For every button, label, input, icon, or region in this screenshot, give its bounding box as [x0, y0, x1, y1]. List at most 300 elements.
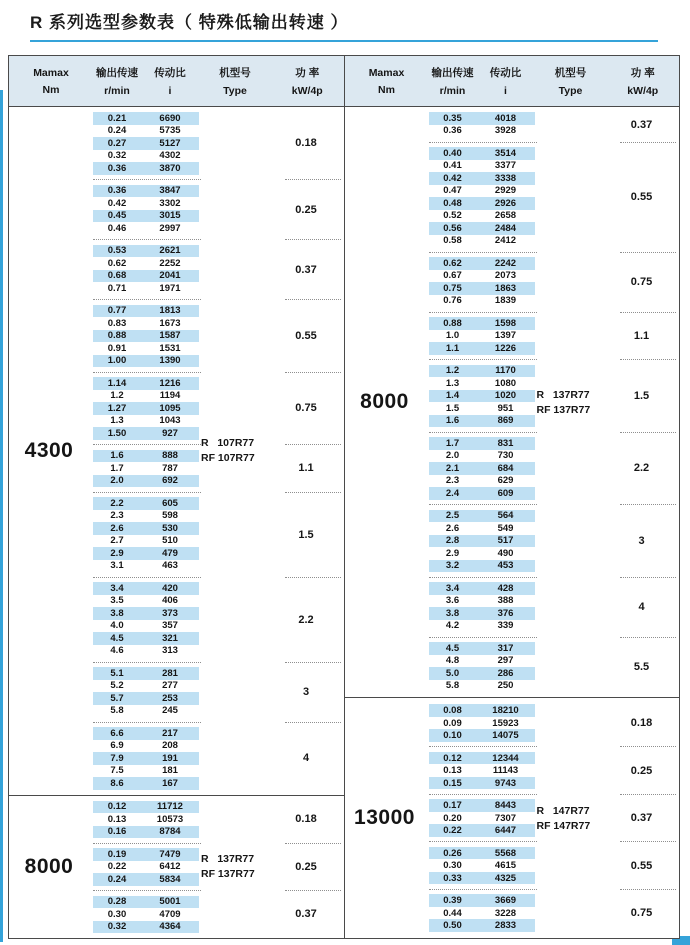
ratio-value: 4018 — [494, 112, 517, 124]
speed-value: 0.47 — [443, 185, 462, 197]
speed-value: 0.88 — [107, 330, 127, 342]
mamax-value: 8000 — [360, 390, 409, 413]
ratio-value: 277 — [162, 680, 178, 692]
ratio-value: 15923 — [492, 717, 519, 729]
speed-value: 8.6 — [110, 777, 124, 789]
speed-value: 0.32 — [107, 150, 127, 162]
speed-value: 4.5 — [110, 632, 124, 644]
type-line: RF 137R77 — [201, 868, 255, 881]
ratio-value: 951 — [497, 402, 514, 414]
table-row — [93, 342, 199, 355]
speed-value: 0.71 — [107, 282, 127, 294]
table-row — [429, 799, 535, 812]
header-label: 输出传速 — [431, 67, 474, 79]
speed-value: 1.00 — [107, 355, 127, 367]
ratio-value: 3870 — [159, 162, 181, 174]
type-line: RF 147R77 — [536, 819, 591, 832]
speed-value: 5.8 — [445, 680, 460, 692]
header-unit: r/min — [439, 85, 466, 97]
speed-ratio-rows — [429, 437, 535, 500]
ratio-value: 730 — [497, 450, 514, 462]
ratio-value: 2833 — [494, 920, 517, 931]
ratio-value: 428 — [497, 582, 514, 594]
power-value: 2.2 — [633, 462, 650, 475]
separator-dotted — [429, 889, 537, 890]
speed-ratio-rows — [93, 801, 199, 839]
header-label: 机型号 — [219, 67, 251, 79]
ratio-value: 317 — [497, 642, 514, 654]
header-unit: kW/4p — [291, 85, 323, 97]
table-row — [93, 873, 199, 886]
speed-value: 0.42 — [443, 172, 462, 184]
speed-value: 7.5 — [110, 765, 124, 777]
speed-value: 2.0 — [445, 450, 460, 462]
speed-value: 2.2 — [110, 497, 124, 509]
speed-value: 1.7 — [445, 437, 460, 449]
separator-dotted — [285, 577, 341, 578]
ratio-value: 1531 — [159, 342, 181, 354]
speed-value: 4.8 — [445, 655, 460, 667]
ratio-value: 14075 — [492, 730, 519, 741]
speed-value: 0.35 — [443, 112, 462, 124]
ratio-value: 2242 — [494, 257, 517, 269]
table-row — [429, 620, 535, 633]
table-row — [429, 582, 535, 595]
table-body — [9, 107, 679, 938]
table-row — [93, 547, 199, 560]
ratio-value: 3228 — [494, 907, 517, 919]
speed-ratio-rows — [93, 848, 199, 886]
ratio-value: 479 — [162, 547, 178, 559]
table-row — [93, 462, 199, 475]
ratio-value: 490 — [497, 547, 514, 559]
header-cell-ratio — [477, 56, 535, 106]
ratio-value: 831 — [497, 437, 514, 449]
speed-value: 0.75 — [443, 282, 462, 294]
speed-ratio-rows — [429, 510, 535, 573]
speed-value: 0.26 — [443, 847, 462, 859]
separator-dotted — [285, 890, 341, 891]
header-label: 输出传速 — [96, 67, 138, 79]
ratio-value: 321 — [162, 632, 178, 644]
header-unit: kW/4p — [627, 85, 659, 97]
speed-value: 7.9 — [110, 752, 124, 764]
speed-value: 5.0 — [445, 667, 460, 679]
ratio-value: 1587 — [159, 330, 181, 342]
type-line: R 137R77 — [201, 853, 255, 866]
ratio-value: 5735 — [159, 125, 181, 137]
ratio-value: 373 — [162, 607, 178, 619]
header-cell-ratio — [141, 56, 199, 106]
speed-value: 2.9 — [445, 547, 460, 559]
ratio-value: 598 — [162, 510, 178, 522]
speed-value: 2.4 — [445, 487, 460, 499]
ratio-value: 3928 — [494, 125, 517, 137]
table-row — [93, 826, 199, 839]
speed-value: 3.8 — [110, 607, 124, 619]
separator-dotted — [429, 577, 537, 578]
table-row — [93, 137, 199, 150]
power-value: 0.25 — [295, 203, 317, 216]
table-row — [93, 270, 199, 283]
separator-dotted — [93, 239, 201, 240]
ratio-value: 5834 — [159, 873, 181, 885]
ratio-value: 1095 — [159, 402, 181, 414]
type-label — [201, 796, 275, 939]
ratio-value: 2041 — [159, 270, 181, 282]
table-section — [345, 697, 680, 938]
speed-value: 0.19 — [107, 848, 127, 860]
ratio-value: 11712 — [157, 801, 183, 813]
table-row — [429, 235, 535, 248]
separator-dotted — [429, 794, 537, 795]
header-unit: Type — [558, 85, 583, 97]
header-cell-mamax — [345, 56, 429, 106]
table-row — [429, 824, 535, 837]
ratio-value: 5568 — [494, 847, 517, 859]
power-value: 1.1 — [298, 462, 314, 475]
speed-value: 2.6 — [445, 522, 460, 534]
separator-dotted — [285, 299, 341, 300]
table-row — [429, 270, 535, 283]
separator-dotted — [620, 504, 676, 505]
table-row — [429, 560, 535, 573]
power-value: 0.18 — [295, 137, 317, 150]
ratio-value: 10573 — [156, 813, 184, 825]
table-row — [93, 330, 199, 343]
table-row — [429, 112, 535, 125]
table-row — [429, 847, 535, 860]
ratio-value: 5127 — [159, 137, 181, 149]
power-value: 4 — [638, 601, 645, 613]
speed-value: 0.62 — [107, 257, 127, 269]
speed-value: 0.52 — [443, 210, 462, 222]
table-row — [93, 921, 199, 934]
separator-dotted — [620, 312, 676, 313]
power-value: 0.75 — [295, 402, 317, 415]
separator-dotted — [620, 794, 676, 795]
ratio-value: 1216 — [159, 377, 181, 389]
separator-dotted — [93, 372, 201, 373]
table-row — [429, 919, 535, 932]
header-label: Mamax — [368, 66, 405, 79]
header-cell-power — [271, 56, 344, 106]
header-unit: Nm — [378, 83, 395, 96]
table-row — [93, 777, 199, 790]
speed-value: 0.36 — [443, 125, 462, 137]
power-value: 0.18 — [295, 813, 317, 826]
table-row — [429, 764, 535, 777]
speed-ratio-rows — [93, 245, 199, 295]
type-line: RF 107R77 — [201, 452, 255, 465]
table-row — [429, 160, 535, 173]
table-row — [429, 872, 535, 885]
speed-value: 0.27 — [107, 137, 127, 149]
table-row — [93, 210, 199, 223]
speed-value: 0.22 — [107, 861, 127, 873]
ratio-value: 420 — [162, 582, 178, 594]
speed-value: 2.3 — [110, 510, 124, 522]
speed-value: 4.5 — [445, 642, 460, 654]
ratio-value: 1390 — [159, 355, 181, 367]
ratio-value: 1194 — [159, 390, 181, 402]
table-left-half — [9, 107, 345, 938]
power-value: 0.37 — [295, 908, 317, 921]
speed-value: 2.7 — [110, 535, 124, 547]
ratio-value: 3669 — [494, 895, 517, 906]
type-line: RF 137R77 — [536, 403, 591, 416]
ratio-value: 463 — [162, 560, 178, 572]
speed-value: 0.40 — [443, 147, 462, 159]
speed-value: 3.2 — [445, 560, 460, 572]
table-row — [429, 282, 535, 295]
ratio-value: 517 — [497, 535, 514, 547]
ratio-value: 549 — [497, 522, 514, 534]
ratio-value: 629 — [497, 475, 514, 487]
speed-value: 1.4 — [445, 390, 460, 402]
ratio-value: 191 — [162, 752, 178, 764]
ratio-value: 888 — [162, 450, 178, 462]
separator-dotted — [285, 492, 341, 493]
table-row — [429, 402, 535, 415]
type-label — [537, 107, 611, 697]
table-row — [429, 680, 535, 693]
table-row — [93, 813, 199, 826]
ratio-value: 3377 — [494, 160, 517, 172]
table-row — [429, 390, 535, 403]
speed-value: 4.0 — [110, 620, 124, 632]
table-row — [93, 282, 199, 295]
speed-ratio-rows — [93, 450, 199, 488]
speed-ratio-rows — [429, 317, 535, 355]
ratio-value: 4325 — [494, 872, 517, 884]
header-label: 传动比 — [489, 67, 522, 79]
ratio-value: 1170 — [495, 365, 516, 377]
speed-ratio-rows — [93, 112, 199, 175]
ratio-value: 3338 — [494, 172, 517, 184]
table-row — [93, 355, 199, 368]
speed-value: 3.5 — [110, 595, 124, 607]
table-row — [93, 510, 199, 523]
ratio-value: 1863 — [494, 282, 517, 294]
speed-value: 0.53 — [107, 245, 127, 257]
speed-value: 0.36 — [107, 162, 127, 174]
table-row — [429, 462, 535, 475]
speed-value: 1.3 — [445, 377, 460, 389]
ratio-value: 2926 — [494, 197, 517, 209]
ratio-value: 2073 — [494, 270, 517, 282]
ratio-value: 1020 — [494, 390, 517, 402]
table-row — [429, 172, 535, 185]
ratio-value: 605 — [162, 497, 178, 509]
ratio-value: 217 — [162, 727, 178, 739]
ratio-value: 3847 — [159, 185, 181, 197]
table-row — [93, 427, 199, 440]
speed-value: 5.7 — [110, 692, 124, 704]
table-row — [93, 450, 199, 463]
speed-value: 2.1 — [445, 462, 460, 474]
separator-dotted — [620, 142, 676, 143]
table-row — [93, 848, 199, 861]
speed-value: 0.91 — [107, 342, 127, 354]
ratio-value: 281 — [162, 667, 178, 679]
separator-dotted — [620, 746, 676, 747]
header-label: 传动比 — [154, 67, 186, 79]
power-value: 0.18 — [630, 717, 653, 729]
ratio-value: 11143 — [492, 765, 519, 776]
separator-dotted — [93, 492, 201, 493]
separator-dotted — [93, 299, 201, 300]
table-row — [93, 727, 199, 740]
speed-value: 0.41 — [443, 160, 462, 172]
table-right-half — [345, 107, 680, 938]
separator-dotted — [93, 890, 201, 891]
speed-ratio-rows — [429, 752, 535, 790]
table-row — [429, 547, 535, 560]
table-row — [93, 112, 199, 125]
speed-value: 0.88 — [443, 317, 462, 329]
header-label: Mamax — [33, 66, 69, 79]
table-row — [429, 185, 535, 198]
speed-value: 0.36 — [107, 185, 127, 197]
speed-value: 1.50 — [107, 427, 127, 439]
header-unit: i — [168, 85, 172, 97]
power-value: 0.55 — [630, 191, 653, 203]
ratio-value: 1043 — [159, 415, 181, 427]
speed-ratio-rows — [93, 582, 199, 657]
ratio-value: 4364 — [159, 921, 181, 933]
speed-value: 0.30 — [107, 908, 127, 920]
speed-value: 3.6 — [445, 595, 460, 607]
separator-dotted — [620, 359, 676, 360]
ratio-value: 4302 — [159, 150, 181, 162]
speed-ratio-rows — [429, 704, 535, 742]
table-row — [429, 317, 535, 330]
speed-value: 0.76 — [443, 295, 462, 307]
table-row — [93, 162, 199, 175]
table-row — [93, 257, 199, 270]
speed-value: 1.27 — [107, 402, 127, 414]
ratio-value: 2252 — [159, 257, 181, 269]
table-row — [429, 222, 535, 235]
ratio-value: 208 — [162, 740, 178, 752]
speed-value: 0.50 — [443, 920, 462, 931]
speed-value: 0.13 — [107, 813, 127, 825]
table-row — [429, 125, 535, 138]
ratio-value: 339 — [497, 620, 514, 632]
table-row — [429, 667, 535, 680]
header-cell-speed — [93, 56, 141, 106]
speed-value: 0.08 — [443, 705, 462, 716]
table-row — [429, 812, 535, 825]
speed-value: 3.1 — [110, 560, 124, 572]
speed-ratio-rows — [429, 365, 535, 428]
separator-dotted — [429, 746, 537, 747]
separator-dotted — [620, 841, 676, 842]
power-value: 1.5 — [298, 528, 314, 541]
ratio-value: 376 — [497, 607, 514, 619]
header-unit: r/min — [104, 85, 130, 97]
separator-dotted — [93, 179, 201, 180]
speed-ratio-rows — [93, 305, 199, 368]
table-row — [429, 607, 535, 620]
speed-ratio-rows — [429, 112, 535, 137]
speed-value: 0.32 — [107, 921, 127, 933]
table-row — [93, 740, 199, 753]
speed-value: 0.28 — [107, 896, 127, 908]
table-row — [429, 330, 535, 343]
table-row — [93, 607, 199, 620]
table-row — [429, 595, 535, 608]
table-row — [93, 185, 199, 198]
table-row — [93, 595, 199, 608]
power-value: 3 — [302, 686, 310, 698]
ratio-value: 4709 — [159, 908, 181, 920]
title-underline — [30, 40, 658, 42]
ratio-value: 5001 — [159, 896, 181, 908]
power-value: 4 — [302, 752, 310, 765]
separator-dotted — [285, 722, 341, 723]
speed-value: 3.4 — [445, 582, 460, 594]
mamax-value: 4300 — [24, 438, 74, 462]
type-label — [201, 107, 275, 795]
ratio-value: 181 — [162, 765, 178, 777]
power-value: 0.25 — [295, 860, 317, 873]
speed-value: 1.0 — [445, 330, 460, 342]
ratio-value: 2929 — [494, 185, 517, 197]
table-row — [93, 390, 199, 403]
separator-dotted — [285, 372, 341, 373]
speed-value: 1.14 — [107, 377, 127, 389]
mamax-value: 8000 — [24, 854, 74, 878]
speed-value: 5.1 — [110, 667, 124, 679]
table-section — [9, 107, 344, 795]
type-line: R 107R77 — [201, 437, 255, 450]
table-row — [93, 645, 199, 658]
table-row — [429, 729, 535, 742]
speed-ratio-rows — [429, 847, 535, 885]
spec-table — [8, 55, 680, 939]
speed-value: 0.83 — [107, 317, 127, 329]
table-row — [429, 147, 535, 160]
speed-ratio-rows — [429, 147, 535, 247]
type-label — [537, 698, 611, 938]
header-unit: i — [504, 85, 507, 97]
speed-value: 2.9 — [110, 547, 124, 559]
ratio-value: 609 — [497, 487, 514, 499]
ratio-value: 8784 — [159, 826, 181, 838]
separator-dotted — [93, 662, 201, 663]
table-header — [9, 56, 679, 107]
header-label: 功 率 — [295, 67, 320, 79]
ratio-value: 3015 — [159, 210, 181, 222]
speed-value: 0.24 — [107, 125, 127, 137]
speed-ratio-rows — [429, 894, 535, 932]
speed-value: 1.7 — [110, 462, 124, 474]
power-value: 0.75 — [630, 907, 653, 919]
ratio-value: 2997 — [159, 222, 181, 234]
header-cell-type — [535, 56, 607, 106]
separator-dotted — [429, 252, 537, 253]
table-row — [429, 210, 535, 223]
power-value: 1.5 — [633, 389, 650, 402]
speed-value: 0.10 — [443, 730, 462, 741]
header-cell-type — [199, 56, 271, 106]
ratio-value: 253 — [162, 692, 178, 704]
table-row — [93, 620, 199, 633]
header-unit: Nm — [42, 83, 60, 96]
table-row — [429, 704, 535, 717]
